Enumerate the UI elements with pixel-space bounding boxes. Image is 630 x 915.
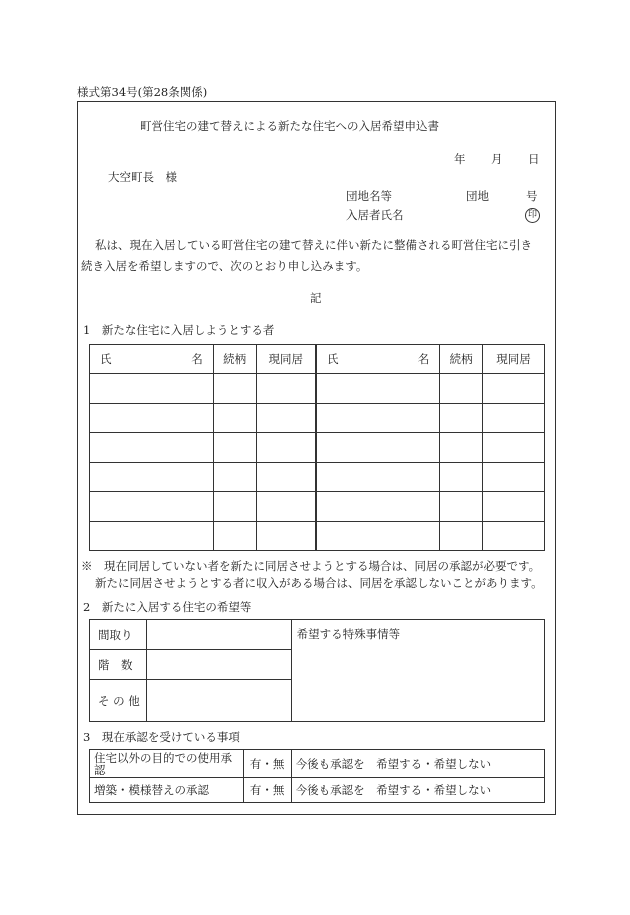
page-title: 町営住宅の建て替えによる新たな住宅への入居希望申込書 [140, 119, 439, 133]
name-cell[interactable] [90, 492, 214, 522]
living-cell[interactable] [256, 463, 316, 492]
table-row [90, 404, 545, 433]
living-header-right: 現同居 [483, 345, 545, 374]
relation-cell[interactable] [213, 374, 256, 404]
special-circumstances-label: 希望する特殊事情等 [296, 627, 401, 641]
living-cell[interactable] [483, 433, 545, 463]
relation-cell[interactable] [213, 463, 256, 492]
kaisu-label: 階 数 [90, 650, 147, 680]
name-header-left: 氏 名 [90, 345, 214, 374]
body-text-line-1: 私は、現在入居している町営住宅の建て替えに伴い新たに整備される町営住宅に引き [95, 238, 532, 252]
special-circumstances-field[interactable] [291, 620, 544, 722]
living-cell[interactable] [256, 374, 316, 404]
sonota-value[interactable] [146, 680, 291, 722]
section1-heading: 1 新たな住宅に入居しようとする者 [83, 323, 275, 337]
relation-cell[interactable] [213, 492, 256, 522]
living-cell[interactable] [483, 463, 545, 492]
name-cell[interactable] [90, 433, 214, 463]
name-cell[interactable] [90, 404, 214, 433]
relation-cell[interactable] [440, 374, 483, 404]
name-cell[interactable] [90, 463, 214, 492]
relation-cell[interactable] [440, 463, 483, 492]
living-cell[interactable] [256, 522, 316, 551]
table-row [90, 433, 545, 463]
living-cell[interactable] [256, 492, 316, 522]
housing-preference-table [89, 619, 545, 722]
living-header-left: 現同居 [256, 345, 316, 374]
approval-yesno[interactable]: 有・無 [243, 778, 291, 803]
approval-continue[interactable]: 今後も承認を 希望する・希望しない [291, 750, 544, 778]
approval-yesno[interactable]: 有・無 [243, 750, 291, 778]
approval-table [89, 749, 545, 803]
name-cell[interactable] [316, 463, 440, 492]
name-cell[interactable] [90, 522, 214, 551]
name-header-right: 氏 名 [316, 345, 440, 374]
relation-cell[interactable] [213, 433, 256, 463]
approval-continue[interactable]: 今後も承認を 希望する・希望しない [291, 778, 544, 803]
kaisu-value[interactable] [146, 650, 291, 680]
date-year-label: 年 [454, 152, 466, 166]
relation-header-left: 続柄 [213, 345, 256, 374]
table-row [90, 374, 545, 404]
relation-cell[interactable] [213, 404, 256, 433]
relation-cell[interactable] [440, 433, 483, 463]
danchi-label: 団地名等 [346, 189, 392, 203]
name-cell[interactable] [316, 404, 440, 433]
living-cell[interactable] [256, 433, 316, 463]
ki-heading: 記 [310, 291, 322, 305]
living-cell[interactable] [483, 492, 545, 522]
sonota-label: そ の 他 [90, 680, 147, 722]
addressee: 大空町長 様 [108, 170, 177, 184]
relation-cell[interactable] [440, 522, 483, 551]
body-text-line-2: 続き入居を希望しますので、次のとおり申し込みます。 [81, 259, 368, 273]
name-cell[interactable] [316, 522, 440, 551]
date-month-label: 月 [491, 152, 503, 166]
table-row [90, 463, 545, 492]
name-cell[interactable] [316, 433, 440, 463]
relation-cell[interactable] [440, 492, 483, 522]
table-row [90, 750, 545, 778]
madori-label: 間取り [90, 620, 147, 650]
approval-item: 住宅以外の目的での使用承認 [90, 750, 244, 778]
table-row [90, 522, 545, 551]
section2-heading: 2 新たに入居する住宅の希望等 [83, 600, 252, 614]
name-cell[interactable] [316, 492, 440, 522]
table-row [90, 778, 545, 803]
living-cell[interactable] [483, 522, 545, 551]
number-unit: 号 [526, 189, 538, 203]
relation-header-right: 続柄 [440, 345, 483, 374]
section3-heading: 3 現在承認を受けている事項 [83, 730, 240, 744]
name-cell[interactable] [90, 374, 214, 404]
form-number: 様式第34号(第28条関係) [77, 85, 208, 99]
applicant-name-label: 入居者氏名 [346, 208, 404, 222]
note-line-1: ※ 現在同居していない者を新たに同居させようとする場合は、同居の承認が必要です。 [81, 559, 541, 573]
seal-mark: 印 [525, 206, 540, 223]
name-cell[interactable] [316, 374, 440, 404]
resident-table-header [90, 345, 545, 374]
approval-item: 増築・模様替えの承認 [90, 778, 244, 803]
madori-value[interactable] [146, 620, 291, 650]
living-cell[interactable] [483, 404, 545, 433]
note-line-2: 新たに同居させようとする者に収入がある場合は、同居を承認しないことがあります。 [95, 576, 543, 590]
date-day-label: 日 [528, 152, 540, 166]
resident-table [89, 344, 545, 551]
table-row [90, 492, 545, 522]
danchi-unit: 団地 [466, 189, 489, 203]
living-cell[interactable] [256, 404, 316, 433]
relation-cell[interactable] [213, 522, 256, 551]
living-cell[interactable] [483, 374, 545, 404]
relation-cell[interactable] [440, 404, 483, 433]
